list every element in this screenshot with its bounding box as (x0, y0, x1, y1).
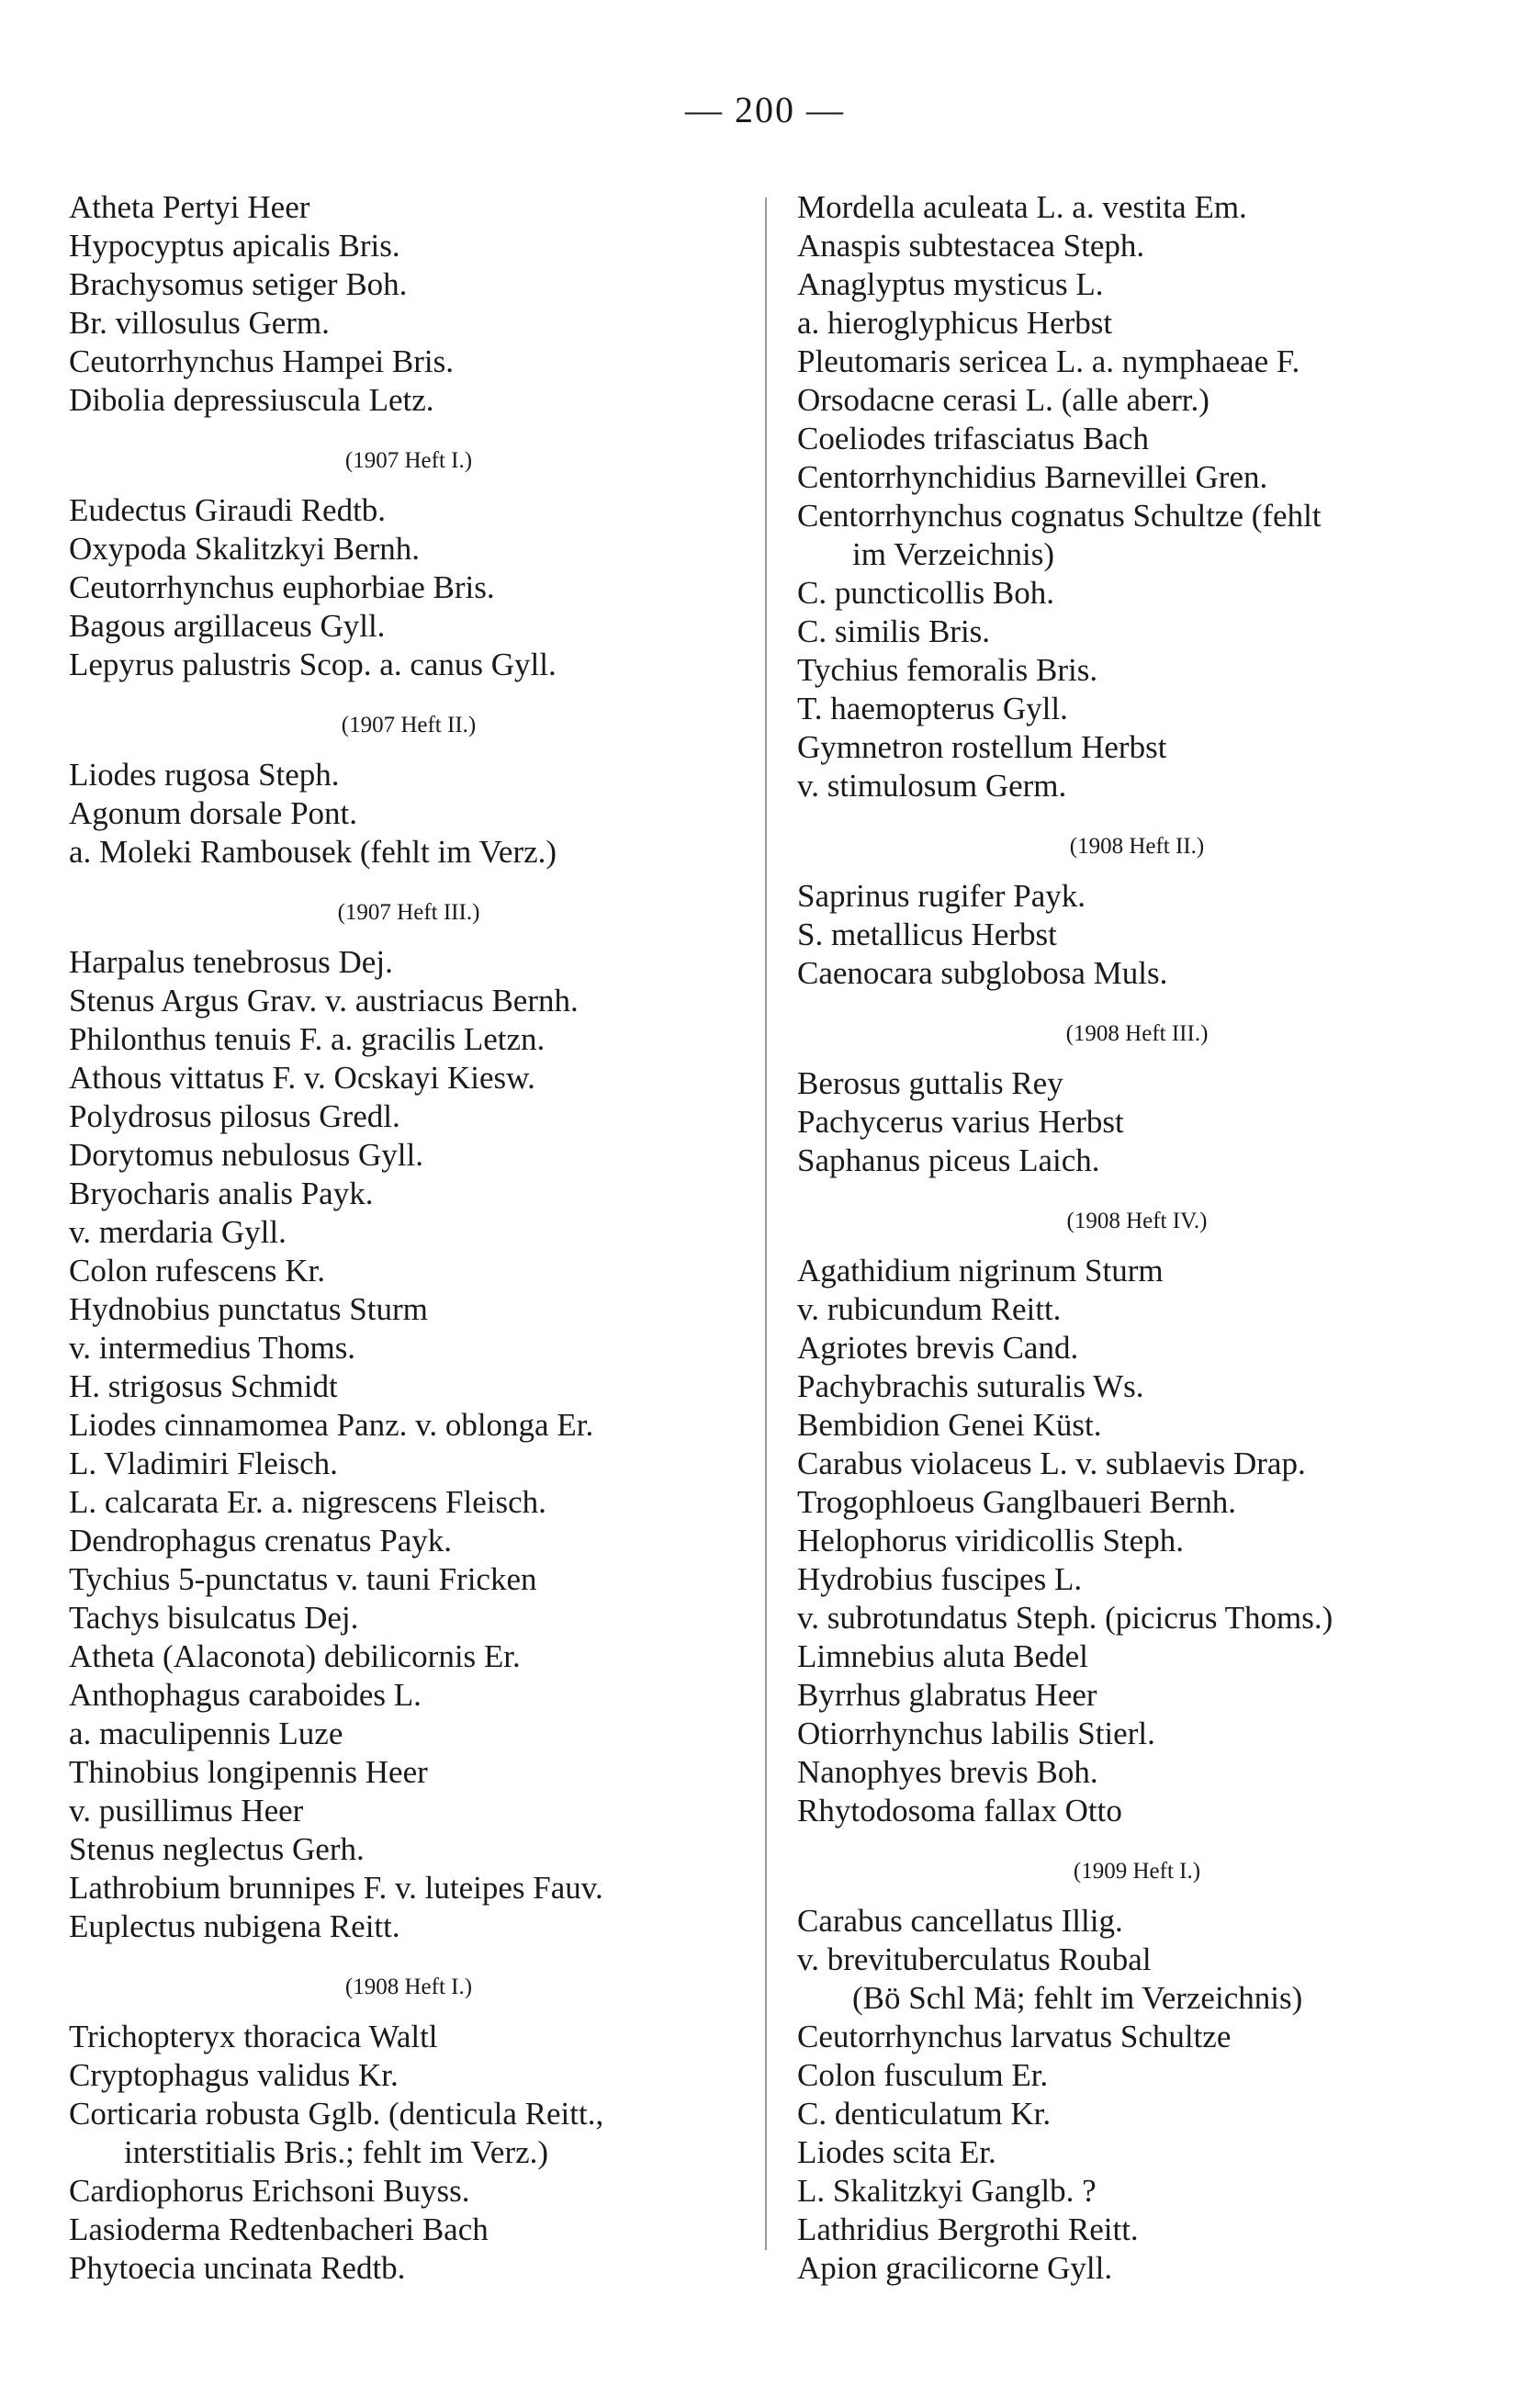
species-entry: Trichopteryx thoracica Waltl (69, 2019, 438, 2054)
species-entry: C. similis Bris. (797, 613, 991, 649)
species-entry: Eudectus Giraudi Redtb. (69, 492, 387, 528)
section-heading: (1908 Heft I.) (344, 1975, 473, 1999)
species-entry: Agathidium nigrinum Sturm (797, 1253, 1164, 1288)
species-entry-continuation: (Bö Schl Mä; fehlt im Verzeichnis) (852, 1980, 1303, 2016)
species-entry: Ceutorrhynchus Hampei Bris. (69, 343, 454, 379)
species-entry-continuation: interstitialis Bris.; fehlt im Verz.) (124, 2134, 549, 2170)
species-entry: Thinobius longipennis Heer (69, 1754, 428, 1790)
species-entry: Berosus guttalis Rey (797, 1065, 1063, 1101)
species-entry: Otiorrhynchus labilis Stierl. (797, 1716, 1155, 1751)
species-entry: Lathridius Bergrothi Reitt. (797, 2211, 1139, 2247)
species-entry: v. pusillimus Heer (69, 1793, 304, 1829)
species-entry: v. brevituberculatus Roubal (797, 1941, 1152, 1977)
species-entry: Tachys bisulcatus Dej. (69, 1600, 359, 1636)
section-heading: (1907 Heft III.) (337, 900, 480, 925)
species-entry: Centorrhynchus cognatus Schultze (fehlt (797, 498, 1322, 534)
species-entry: Bryocharis analis Payk. (69, 1176, 374, 1211)
species-entry: Helophorus viridicollis Steph. (797, 1523, 1184, 1558)
section-heading: (1908 Heft II.) (1069, 834, 1205, 859)
species-entry: Br. villosulus Germ. (69, 305, 330, 341)
species-entry: Apion gracilicorne Gyll. (797, 2250, 1113, 2286)
species-entry: H. strigosus Schmidt (69, 1368, 338, 1404)
section-heading: (1908 Heft III.) (1065, 1021, 1209, 1046)
section-heading: (1908 Heft IV.) (1066, 1209, 1208, 1233)
species-entry: Lathrobium brunnipes F. v. luteipes Fauv. (69, 1870, 603, 1906)
species-entry: Anaspis subtestacea Steph. (797, 228, 1145, 264)
species-entry: Corticaria robusta Gglb. (denticula Reitt., (69, 2096, 604, 2132)
species-entry: Agriotes brevis Cand. (797, 1330, 1079, 1366)
species-entry: v. intermedius Thoms. (69, 1330, 356, 1366)
right-column (797, 188, 1477, 2288)
species-entry-continuation: im Verzeichnis) (852, 536, 1054, 572)
species-entry: Lepyrus palustris Scop. a. canus Gyll. (69, 647, 557, 682)
species-entry: Saphanus piceus Laich. (797, 1142, 1100, 1178)
species-entry: Byrrhus glabratus Heer (797, 1677, 1097, 1713)
species-entry: Pachycerus varius Herbst (797, 1104, 1124, 1140)
species-entry: Orsodacne cerasi L. (alle aberr.) (797, 382, 1209, 418)
species-entry: Anthophagus caraboides L. (69, 1677, 422, 1713)
species-entry: L. calcarata Er. a. nigrescens Fleisch. (69, 1484, 546, 1520)
species-entry: C. denticulatum Kr. (797, 2096, 1052, 2132)
page-number: — 200 — (685, 89, 845, 130)
species-entry: Dendrophagus crenatus Payk. (69, 1523, 452, 1558)
species-entry: S. metallicus Herbst (797, 917, 1057, 952)
section-heading: (1909 Heft I.) (1073, 1859, 1201, 1884)
species-entry: Atheta (Alaconota) debilicornis Er. (69, 1638, 521, 1674)
species-entry: Nanophyes brevis Boh. (797, 1754, 1098, 1790)
species-entry: Hypocyptus apicalis Bris. (69, 228, 400, 264)
species-entry: Limnebius aluta Bedel (797, 1638, 1088, 1674)
species-entry: Harpalus tenebrosus Dej. (69, 944, 393, 980)
species-entry: Philonthus tenuis F. a. gracilis Letzn. (69, 1021, 546, 1057)
species-entry: Stenus neglectus Gerh. (69, 1831, 365, 1867)
species-entry: a. hieroglyphicus Herbst (797, 305, 1113, 341)
species-entry: Atheta Pertyi Heer (69, 189, 310, 225)
species-entry: Hydnobius punctatus Sturm (69, 1291, 428, 1327)
species-entry: Tychius femoralis Bris. (797, 652, 1098, 688)
species-entry: Anaglyptus mysticus L. (797, 266, 1104, 302)
species-entry: Saprinus rugifer Payk. (797, 878, 1086, 914)
species-entry: Stenus Argus Grav. v. austriacus Bernh. (69, 983, 579, 1018)
species-entry: Euplectus nubigena Reitt. (69, 1908, 400, 1944)
species-entry: Lasioderma Redtenbacheri Bach (69, 2211, 489, 2247)
species-entry: Colon rufescens Kr. (69, 1253, 325, 1288)
species-entry: Ceutorrhynchus euphorbiae Bris. (69, 569, 495, 605)
species-entry: Phytoecia uncinata Redtb. (69, 2250, 406, 2286)
species-entry: a. maculipennis Luze (69, 1716, 343, 1751)
species-entry: Liodes scita Er. (797, 2134, 996, 2170)
species-entry: Cardiophorus Erichsoni Buyss. (69, 2173, 470, 2209)
species-entry: Brachysomus setiger Boh. (69, 266, 408, 302)
species-entry: Dibolia depressiuscula Letz. (69, 382, 434, 418)
species-entry: Pleutomaris sericea L. a. nymphaeae F. (797, 343, 1300, 379)
species-entry: Athous vittatus F. v. Ocskayi Kiesw. (69, 1060, 535, 1096)
species-entry: Tychius 5-punctatus v. tauni Fricken (69, 1561, 537, 1597)
species-entry: Ceutorrhynchus larvatus Schultze (797, 2019, 1232, 2054)
species-entry: Polydrosus pilosus Gredl. (69, 1098, 400, 1134)
species-entry: Caenocara subglobosa Muls. (797, 955, 1168, 991)
species-entry: Gymnetron rostellum Herbst (797, 729, 1167, 765)
species-entry: Cryptophagus validus Kr. (69, 2057, 399, 2093)
species-entry: v. merdaria Gyll. (69, 1214, 287, 1250)
species-entry: v. stimulosum Germ. (797, 768, 1067, 804)
species-entry: Oxypoda Skalitzkyi Bernh. (69, 531, 421, 567)
species-entry: Colon fusculum Er. (797, 2057, 1049, 2093)
species-entry: a. Moleki Rambousek (fehlt im Verz.) (69, 834, 557, 870)
species-entry: C. puncticollis Boh. (797, 575, 1054, 611)
species-entry: Agonum dorsale Pont. (69, 795, 358, 831)
species-entry: Carabus violaceus L. v. sublaevis Drap. (797, 1446, 1306, 1481)
species-entry: Hydrobius fuscipes L. (797, 1561, 1083, 1597)
species-entry: v. subrotundatus Steph. (picicrus Thoms.) (797, 1600, 1333, 1636)
species-entry: Mordella aculeata L. a. vestita Em. (797, 189, 1247, 225)
section-heading: (1907 Heft II.) (341, 713, 477, 737)
species-entry: Liodes cinnamomea Panz. v. oblonga Er. (69, 1407, 594, 1443)
species-entry: L. Vladimiri Fleisch. (69, 1446, 338, 1481)
species-entry: Dorytomus nebulosus Gyll. (69, 1137, 423, 1173)
species-entry: Centorrhynchidius Barnevillei Gren. (797, 459, 1268, 495)
species-entry: Trogophloeus Ganglbaueri Bernh. (797, 1484, 1236, 1520)
species-entry: Rhytodosoma fallax Otto (797, 1793, 1122, 1829)
species-entry: L. Skalitzkyi Ganglb. ? (797, 2173, 1097, 2209)
species-entry: Pachybrachis suturalis Ws. (797, 1368, 1144, 1404)
species-entry: Bembidion Genei Küst. (797, 1407, 1102, 1443)
species-entry: Coeliodes trifasciatus Bach (797, 421, 1149, 456)
left-column (69, 188, 748, 2288)
species-entry: Carabus cancellatus Illig. (797, 1903, 1123, 1939)
column-divider (765, 197, 767, 2250)
species-entry: T. haemopterus Gyll. (797, 691, 1068, 726)
species-entry: v. rubicundum Reitt. (797, 1291, 1062, 1327)
species-entry: Liodes rugosa Steph. (69, 757, 340, 793)
section-heading: (1907 Heft I.) (344, 448, 473, 473)
species-entry: Bagous argillaceus Gyll. (69, 608, 386, 644)
